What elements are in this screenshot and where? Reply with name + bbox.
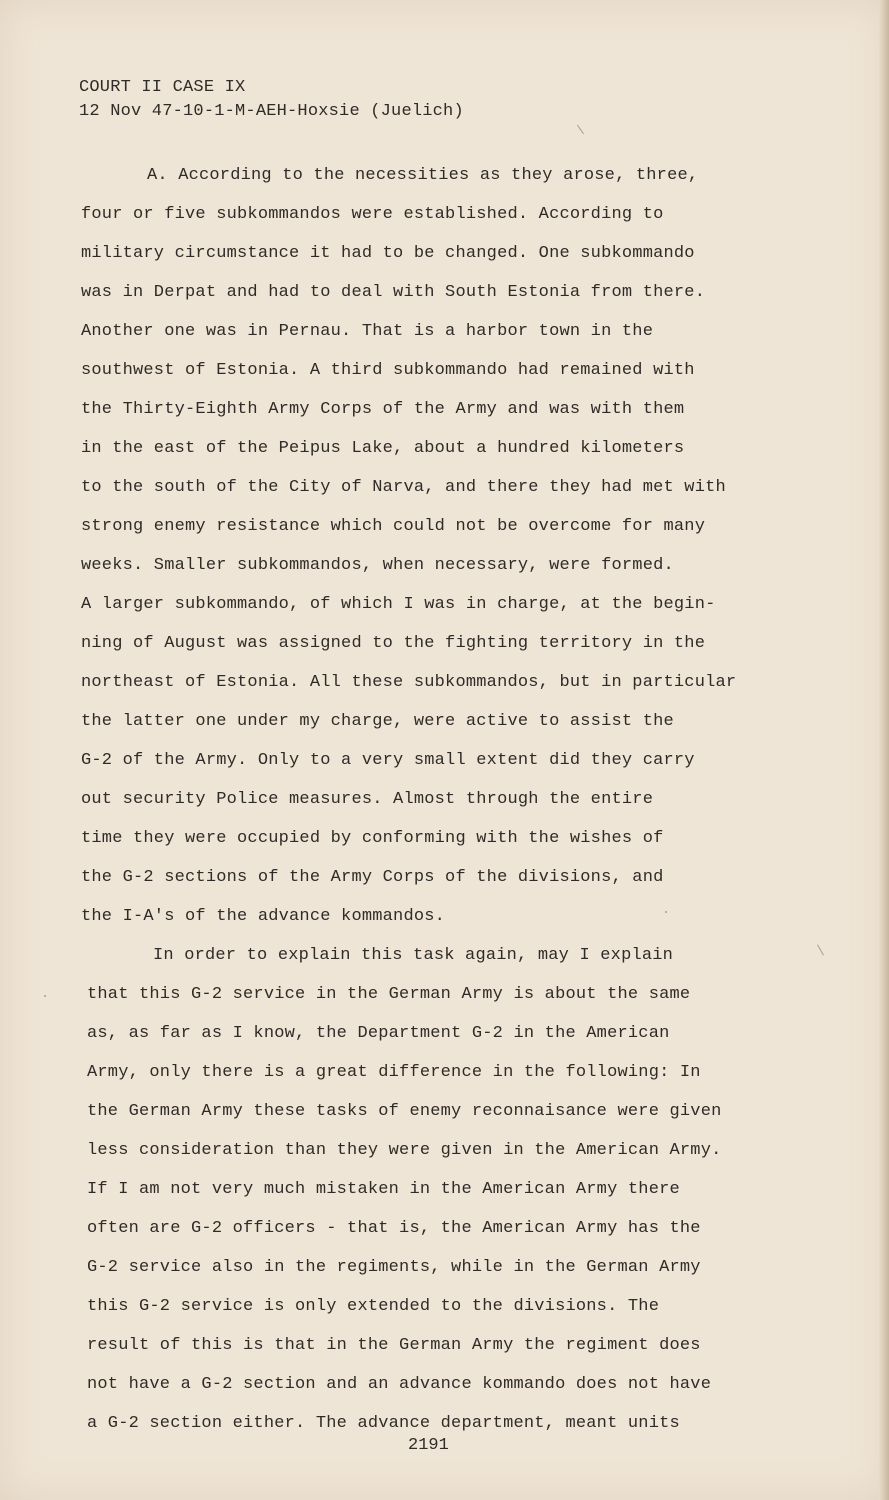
paragraph-2 <box>87 936 841 1443</box>
document-header <box>79 76 464 124</box>
paragraph-1-line: time they were occupied by conforming with the wishes of <box>81 829 664 848</box>
paragraph-2-line: Army, only there is a great difference in the following: In <box>87 1063 701 1082</box>
paragraph-1-line <box>81 156 841 195</box>
paragraph-2-line: often are G-2 officers - that is, the American Army has the <box>87 1219 701 1238</box>
page-number: 2191 <box>408 1436 449 1455</box>
paragraph-1-line: weeks. Smaller subkommandos, when necessary, were formed. <box>81 556 674 575</box>
paragraph-2-line: the German Army these tasks of enemy reconnaisance were given <box>87 1102 722 1121</box>
paragraph-1-line: A larger subkommando, of which I was in charge, at the begin- <box>81 595 716 614</box>
paragraph-1-line: southwest of Estonia. A third subkommando had remained with <box>81 361 695 380</box>
paragraph-2-line: this G-2 service is only extended to the divisions. The <box>87 1297 660 1316</box>
paragraph-1-line: G-2 of the Army. Only to a very small extent did they carry <box>81 751 695 770</box>
paragraph-1-line: in the east of the Peipus Lake, about a hundred kilometers <box>81 439 685 458</box>
paragraph-1-line: military circumstance it had to be changed. One subkommando <box>81 244 695 263</box>
paragraph-1-line: strong enemy resistance which could not be overcome for many <box>81 517 706 536</box>
paragraph-2-line: not have a G-2 section and an advance kommando does not have <box>87 1375 712 1394</box>
paragraph-1-line-text: A. According to the necessities as they arose, three, <box>147 166 699 185</box>
paragraph-1-line: Another one was in Pernau. That is a harbor town in the <box>81 322 654 341</box>
paragraph-2-line: If I am not very much mistaken in the American Army there <box>87 1180 680 1199</box>
paragraph-1-line: northeast of Estonia. All these subkommandos, but in particular <box>81 673 737 692</box>
paragraph-1-line: the I-A's of the advance kommandos. <box>81 907 446 926</box>
pencil-mark <box>577 125 584 135</box>
header-line-date-reference: 12 Nov 47-10-1-M-AEH-Hoxsie (Juelich) <box>79 102 464 121</box>
paragraph-2-line-text: In order to explain this task again, may I explain <box>153 946 674 965</box>
paragraph-1-line: was in Derpat and had to deal with South Estonia from there. <box>81 283 706 302</box>
pencil-mark <box>44 995 46 997</box>
paragraph-2-line: less consideration than they were given in the American Army. <box>87 1141 722 1160</box>
paragraph-1-line: to the south of the City of Narva, and there they had met with <box>81 478 726 497</box>
header-line-court-case: COURT II CASE IX <box>79 78 246 97</box>
paragraph-1-line: out security Police measures. Almost through the entire <box>81 790 654 809</box>
pencil-mark <box>665 911 667 913</box>
paragraph-1-line: ning of August was assigned to the fighting territory in the <box>81 634 706 653</box>
paragraph-2-line: a G-2 section either. The advance department, meant units <box>87 1414 680 1433</box>
paragraph-1-line: the latter one under my charge, were active to assist the <box>81 712 674 731</box>
paragraph-2-line: as, as far as I know, the Department G-2 in the American <box>87 1024 670 1043</box>
paragraph-2-line: G-2 service also in the regiments, while in the German Army <box>87 1258 701 1277</box>
paragraph-2-line <box>87 936 841 975</box>
paragraph-2-line: result of this is that in the German Army the regiment does <box>87 1336 701 1355</box>
document-body <box>81 156 841 1443</box>
paragraph-2-line: that this G-2 service in the German Army is about the same <box>87 985 691 1004</box>
paragraph-1-line: the Thirty-Eighth Army Corps of the Army and was with them <box>81 400 685 419</box>
paragraph-1-line: four or five subkommandos were established. According to <box>81 205 664 224</box>
page-edge <box>879 0 889 1500</box>
paragraph-1-line: the G-2 sections of the Army Corps of the divisions, and <box>81 868 664 887</box>
